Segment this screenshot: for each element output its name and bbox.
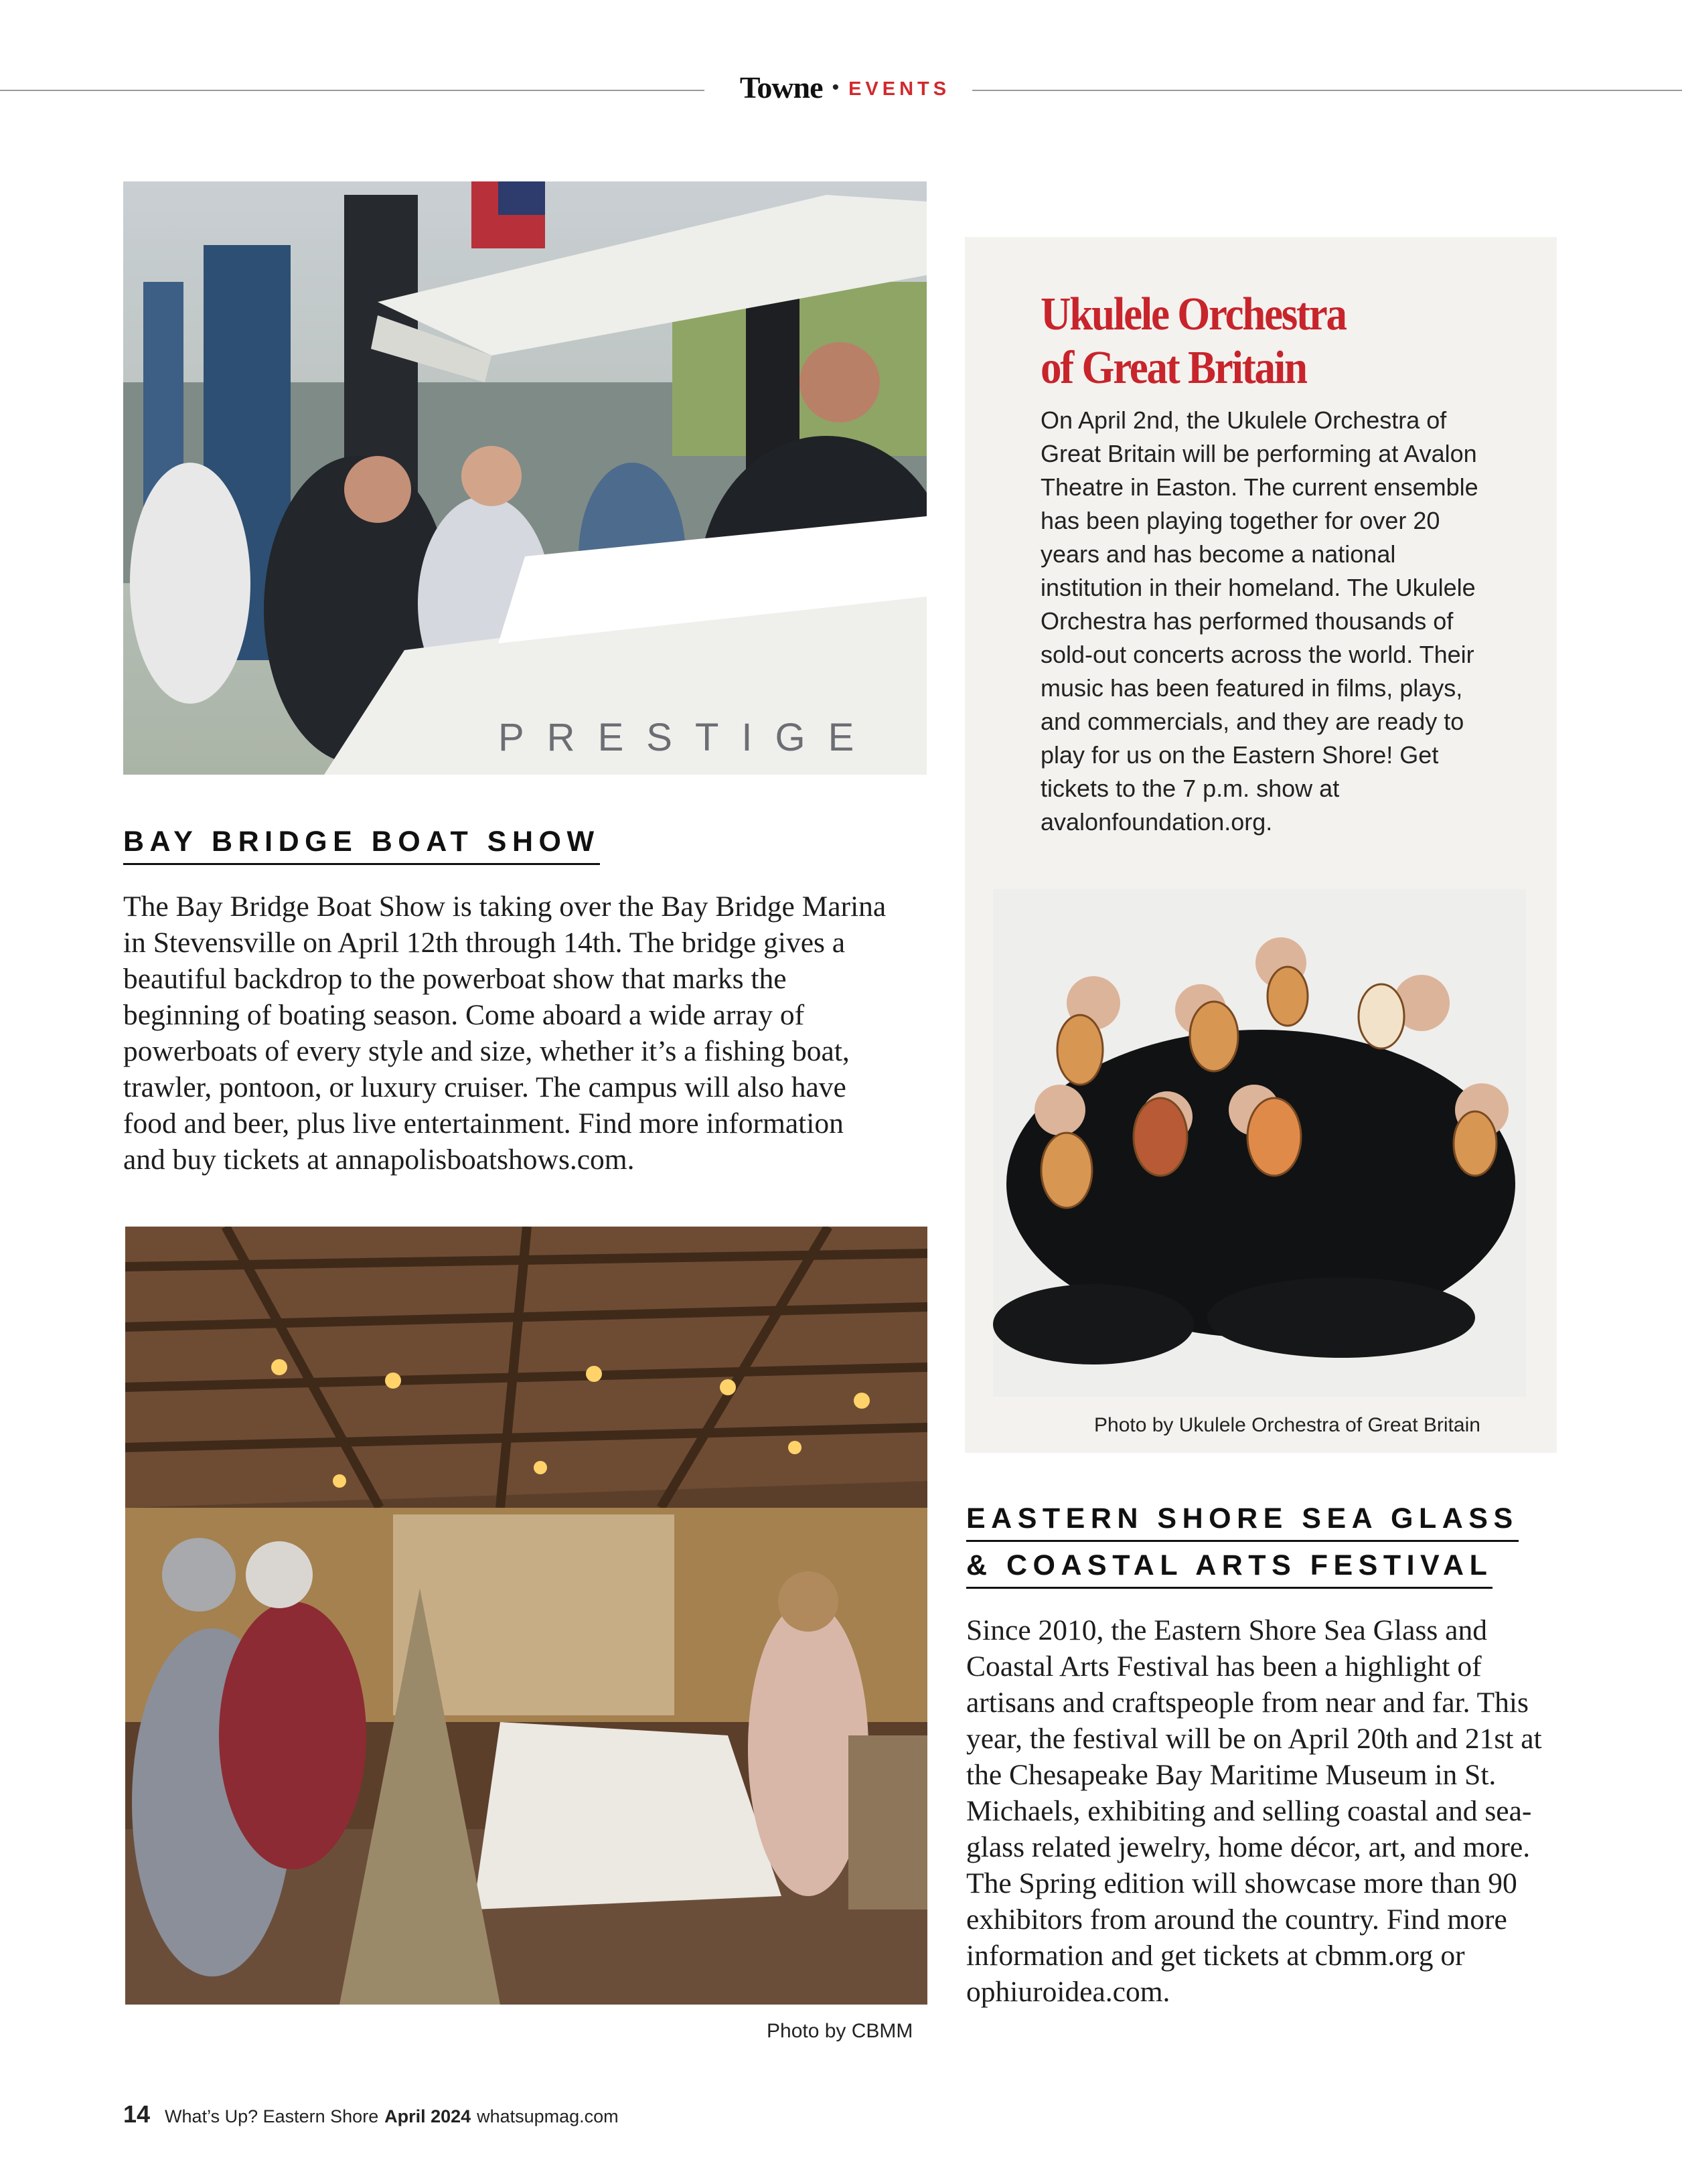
- website: whatsupmag.com: [477, 2106, 619, 2126]
- sea-glass-heading-line1: EASTERN SHORE SEA GLASS: [966, 1502, 1519, 1542]
- page-number: 14: [123, 2100, 151, 2128]
- boat-show-photo: [123, 181, 927, 775]
- magazine-name: What’s Up? Eastern Shore: [165, 2106, 379, 2126]
- brand-name: Towne: [739, 70, 823, 104]
- boat-show-heading: BAY BRIDGE BOAT SHOW: [123, 826, 600, 865]
- ukulele-photo-credit: Photo by Ukulele Orchestra of Great Britain: [1094, 1414, 1480, 1436]
- ukulele-title-line1: Ukulele Orchestra: [1041, 289, 1346, 340]
- ukulele-orchestra-photo: [993, 889, 1526, 1397]
- boat-hull-lettering: PRESTIGE: [498, 716, 877, 759]
- ukulele-title: [1041, 288, 1474, 395]
- sea-glass-heading-line2: & COASTAL ARTS FESTIVAL: [966, 1549, 1493, 1589]
- section-label: EVENTS: [848, 78, 951, 100]
- sea-glass-body: Since 2010, the Eastern Shore Sea Glass and Coastal Arts Festival has been a highlight of artisans and craftspeople from near and far. This year, the festival will be on April 20th and 21st at the Chesapeake Bay Maritime Museum in St. Michaels, exhibiting and selling coastal and sea-glass related jewelry, home décor, art, and more. The Spring edition will showcase more than 90 exhibitors from around the country. Find more information and get tickets at cbmm.org or ophiuroidea.com.: [966, 1614, 1542, 2008]
- header-rule-left: [0, 90, 704, 91]
- section-header: [704, 70, 986, 105]
- header-rule-right: [972, 90, 1682, 91]
- ukulele-body: On April 2nd, the Ukulele Orchestra of Great Britain will be performing at Avalon Theatre in Easton. The current ensemble has been playing together for over 20 years and has become a national institution in their homeland. The Ukulele Orchestra has performed thousands of sold-out concerts across the world. Their music has been featured in films, plays, and commercials, and they are ready to play for us on the Eastern Shore! Get tickets to the 7 p.m. show at avalonfoundation.org.: [1041, 406, 1478, 836]
- issue-date: April 2024: [384, 2106, 471, 2126]
- page-footer: [123, 2100, 619, 2128]
- sea-glass-photo-credit: Photo by CBMM: [767, 2020, 913, 2042]
- header-separator: •: [832, 76, 840, 98]
- sea-glass-festival-photo: [125, 1227, 927, 2005]
- boat-show-body: The Bay Bridge Boat Show is taking over the Bay Bridge Marina in Stevensville on April 12th through 14th. The bridge gives a beautiful backdrop to the powerboat show that marks the beginning of boating season. Come aboard a wide array of powerboats of every style and size, whether it’s a fishing boat, trawler, pontoon, or luxury cruiser. The campus will also have food and beer, plus live entertainment. Find more information and buy tickets at annapolisboatshows.com.: [123, 890, 887, 1176]
- ukulele-title-line2: of Great Britain: [1041, 342, 1306, 394]
